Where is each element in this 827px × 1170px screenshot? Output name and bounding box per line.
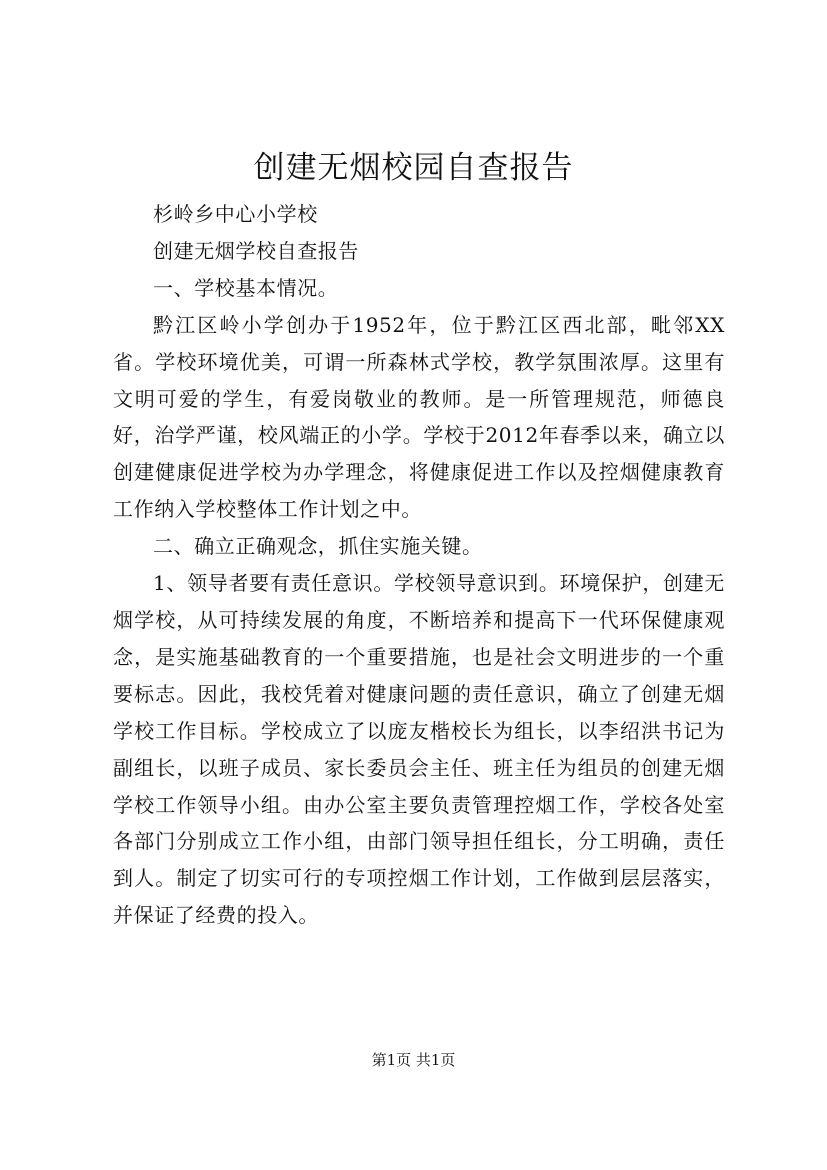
- section-heading-basic-info: 一、学校基本情况。: [153, 275, 339, 300]
- paragraph-leadership-responsibility: 1、领导者要有责任意识。学校领导意识到。环境保护，创建无烟学校，从可持续发展的角度，不断培养和提高下一代环保健康观念，是实施基础教育的一个重要措施，也是社会文明进步的一个重要标志。因此，我校凭着对健康问题的责任意识，确立了创建无烟学校工作目标。学校成立了以庞友楷校长为组长，以李绍洪书记为副组长，以班子成员、家长委员会主任、班主任为组员的创建无烟学校工作领导小组。由办公室主要负责管理控烟工作，学校各处室各部门分别成立工作小组，由部门领导担任组长，分工明确，责任到人。制定了切实可行的专项控烟工作计划，工作做到层层落实，并保证了经费的投入。: [113, 571, 725, 928]
- section-heading-concepts: 二、确立正确观念，抓住实施关键。: [153, 534, 483, 559]
- document-title: 创建无烟校园自查报告: [253, 150, 574, 186]
- school-name-line: 杉岭乡中心小学校: [153, 202, 318, 226]
- report-subtitle-line: 创建无烟学校自查报告: [153, 238, 359, 263]
- page-footer: 第1页 共1页: [371, 1051, 456, 1069]
- document-body: [113, 196, 725, 934]
- paragraph-school-overview: 黔江区岭小学创办于1952年，位于黔江区西北部，毗邻XX省。学校环境优美，可谓一所森林式学校，教学氛围浓厚。这里有文明可爱的学生，有爱岗敬业的教师。是一所管理规范，师德良好，治学严谨，校风端正的小学。学校于2012年春季以来，确立以创建健康促进学校为办学理念，将健康促进工作以及控烟健康教育工作纳入学校整体工作计划之中。: [113, 312, 725, 522]
